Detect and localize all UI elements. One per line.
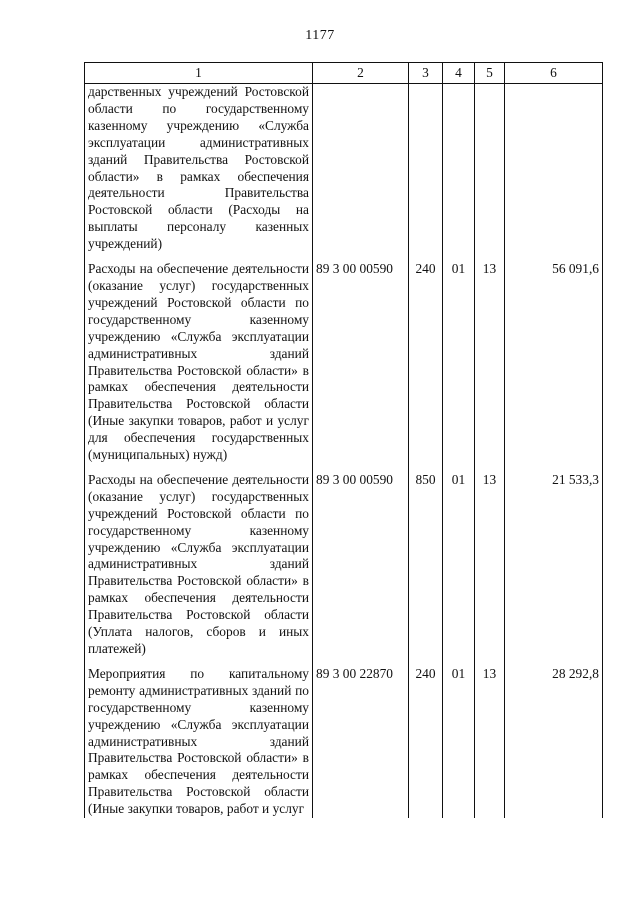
table-row <box>85 658 603 818</box>
row-amount: 56 091,6 <box>505 253 603 464</box>
row-section <box>443 84 475 254</box>
row-target-code: 89 3 00 00590 <box>313 253 409 464</box>
row-expense-type <box>409 84 443 254</box>
row-description: Расходы на обеспечение деятельности (оказание услуг) государственных учреждений Ростовской области по государственному казенному учреждению «Служба эксплуатации административных зданий Правительства Ростовской области» в рамках обеспечения деятельности Правительства Ростовской области (Уплата налогов, сборов и иных платежей) <box>85 464 313 658</box>
row-description: дарственных учреждений Ростовской области по государственному казенному учреждению «Служба эксплуатации административных зданий Правительства Ростовской области» в рамках обеспечения деятельности Правительства Ростовской области (Расходы на выплаты персоналу казенных учреждений) <box>85 84 313 254</box>
row-section: 01 <box>443 253 475 464</box>
column-header-5: 5 <box>475 63 505 84</box>
row-expense-type: 850 <box>409 464 443 658</box>
table-row <box>85 464 603 658</box>
row-amount: 21 533,3 <box>505 464 603 658</box>
row-section: 01 <box>443 658 475 818</box>
row-target-code: 89 3 00 00590 <box>313 464 409 658</box>
table-row <box>85 84 603 254</box>
row-amount <box>505 84 603 254</box>
row-target-code <box>313 84 409 254</box>
row-subsection <box>475 84 505 254</box>
column-header-3: 3 <box>409 63 443 84</box>
column-header-2: 2 <box>313 63 409 84</box>
row-target-code: 89 3 00 22870 <box>313 658 409 818</box>
column-header-1: 1 <box>85 63 313 84</box>
row-subsection: 13 <box>475 658 505 818</box>
column-header-4: 4 <box>443 63 475 84</box>
column-header-6: 6 <box>505 63 603 84</box>
column-number-header <box>85 63 603 84</box>
row-section: 01 <box>443 464 475 658</box>
row-expense-type: 240 <box>409 253 443 464</box>
row-subsection: 13 <box>475 253 505 464</box>
table-row <box>85 253 603 464</box>
page-number: 1177 <box>305 28 335 43</box>
row-description: Расходы на обеспечение деятельности (оказание услуг) государственных учреждений Ростовской области по государственному казенному учреждению «Служба эксплуатации административных зданий Правительства Ростовской области» в рамках обеспечения деятельности Правительства Ростовской области (Иные закупки товаров, работ и услуг для обеспечения государственных (муниципальных) нужд) <box>85 253 313 464</box>
budget-table <box>84 62 603 818</box>
row-amount: 28 292,8 <box>505 658 603 818</box>
row-subsection: 13 <box>475 464 505 658</box>
row-description: Мероприятия по капитальному ремонту административных зданий по государственному казенному учреждению «Служба эксплуатации административных зданий Правительства Ростовской области» в рамках обеспечения деятельности Правительства Ростовской области (Иные закупки товаров, работ и услуг <box>85 658 313 818</box>
row-expense-type: 240 <box>409 658 443 818</box>
